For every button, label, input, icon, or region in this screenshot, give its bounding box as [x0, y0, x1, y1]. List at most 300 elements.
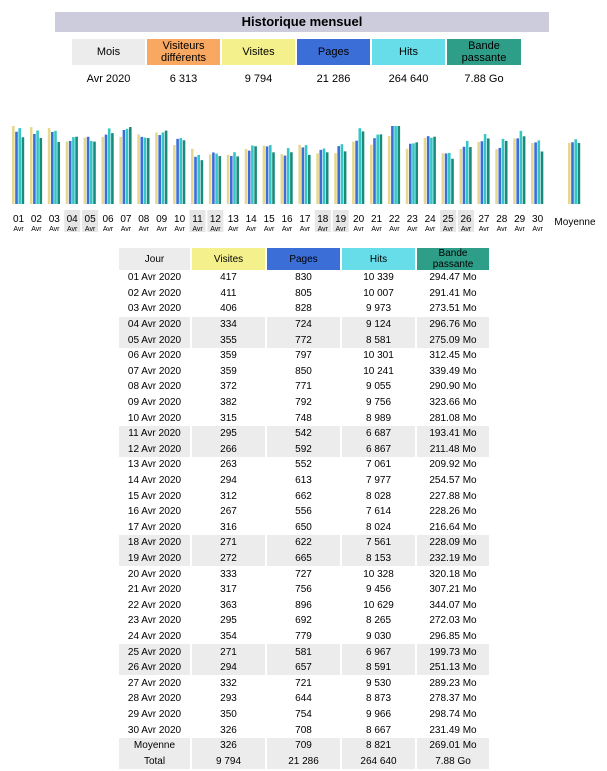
cell-hits: 6 687	[342, 426, 415, 442]
x-tick-sublabel: Avr	[317, 226, 328, 233]
x-tick-label: 29	[514, 214, 526, 225]
cell-visites: 263	[220, 459, 237, 471]
cell-pages: 850	[295, 365, 312, 377]
cell-bande: 294.47 Mo	[429, 272, 477, 284]
cell-bande: 227.88 Mo	[429, 490, 477, 502]
table-row	[119, 707, 489, 723]
cell-hits: 10 301	[363, 350, 394, 362]
bar-day-07-pages	[123, 130, 126, 204]
table-row-average	[119, 738, 489, 754]
cell-pages: 581	[267, 644, 340, 660]
x-tick-sublabel: Avr	[120, 226, 132, 233]
bar-day-28-bande-passante	[505, 141, 508, 204]
x-tick-sublabel: Avr	[460, 226, 472, 233]
cell-date: 06 Avr 2020	[127, 350, 182, 362]
bar-day-17-visites	[298, 145, 301, 204]
cell-visites: 334	[192, 317, 265, 333]
cell-visites: 355	[192, 332, 265, 348]
table-row	[119, 410, 489, 426]
cell-pages: 21 286	[267, 753, 340, 769]
bar-day-22-bande-passante	[398, 126, 401, 204]
x-tick-label: 28	[496, 214, 508, 225]
bar-day-21-bande-passante	[380, 134, 383, 204]
x-tick-label: 05	[84, 214, 96, 225]
cell-hits: 8 028	[365, 490, 392, 502]
cell-bande: 228.09 Mo	[417, 535, 489, 551]
bar-day-28-pages	[499, 148, 502, 204]
cell-pages: 727	[295, 568, 312, 580]
cell-bande: 269.01 Mo	[417, 738, 489, 754]
cell-date: 04 Avr 2020	[119, 317, 190, 333]
cell-hits: 8 821	[342, 738, 415, 754]
cell-date: 11 Avr 2020	[119, 426, 190, 442]
x-tick-sublabel: Avr	[281, 226, 293, 233]
x-tick-label: 03	[48, 214, 60, 225]
cell-date: 08 Avr 2020	[127, 381, 182, 393]
bar-day-30-hits	[538, 140, 541, 204]
cell-pages: 542	[267, 426, 340, 442]
table-row	[119, 504, 489, 520]
x-tick-label: 24	[424, 214, 436, 225]
table-row	[119, 597, 489, 613]
x-tick-label: 17	[299, 214, 311, 225]
cell-bande: 281.08 Mo	[429, 412, 477, 424]
bar-day-22-visites	[388, 136, 391, 204]
section-title: Historique mensuel	[55, 12, 549, 32]
cell-date: Total	[119, 753, 190, 769]
cell-pages: 792	[295, 397, 312, 409]
cell-pages: 771	[295, 381, 312, 393]
bar-day-16-visites	[281, 154, 284, 204]
cell-date: 10 Avr 2020	[127, 412, 182, 424]
cell-pages: 692	[295, 615, 312, 627]
bar-day-20-pages	[355, 141, 358, 204]
bar-day-17-pages	[302, 147, 305, 204]
cell-bande: 323.66 Mo	[429, 397, 477, 409]
x-tick-label: 18	[317, 214, 329, 225]
table-row-total	[119, 753, 489, 769]
bar-day-07-bande-passante	[129, 127, 132, 204]
cell-hits: 10 339	[363, 272, 394, 284]
bar-day-14-pages	[248, 151, 251, 204]
table-row	[119, 691, 489, 707]
x-tick-label: 23	[406, 214, 418, 225]
cell-visites: 406	[220, 303, 237, 315]
cell-hits: 9 756	[365, 397, 392, 409]
bar-day-20-visites	[352, 142, 355, 204]
cell-bande: 209.92 Mo	[429, 459, 477, 471]
summary-value-pages: 21 286	[316, 73, 351, 85]
cell-visites: 382	[220, 397, 237, 409]
table-row	[119, 317, 489, 333]
table-row	[119, 379, 489, 395]
bar-day-18-bande-passante	[326, 152, 329, 204]
x-tick-sublabel: Avr	[84, 226, 96, 233]
bar-day-13-hits	[233, 152, 236, 204]
bar-day-14-bande-passante	[254, 146, 257, 204]
bar-day-25-bande-passante	[451, 159, 454, 204]
x-tick-sublabel: Avr	[192, 226, 203, 233]
bar-day-04-bande-passante	[75, 137, 78, 204]
x-tick-label: 06	[102, 214, 114, 225]
x-tick-label: 04	[66, 214, 78, 225]
col-header-jour: Jour	[119, 248, 190, 270]
cell-bande: 290.90 Mo	[429, 381, 477, 393]
bar-day-29-hits	[520, 131, 523, 204]
cell-visites: 359	[220, 365, 237, 377]
cell-hits: 7 977	[365, 475, 392, 487]
bar-day-12-pages	[212, 152, 215, 204]
x-tick-label: 13	[227, 214, 239, 225]
bar-day-16-bande-passante	[290, 152, 293, 204]
bar-day-18-pages	[320, 150, 323, 204]
cell-date: 13 Avr 2020	[127, 459, 182, 471]
x-tick-label: 26	[460, 214, 472, 225]
bar-day-11-pages	[194, 157, 197, 204]
bar-day-01-pages	[15, 132, 18, 204]
bar-day-29-bande-passante	[523, 136, 526, 204]
table-row	[119, 566, 489, 582]
bar-day-15-visites	[263, 146, 266, 204]
x-tick-sublabel: Avr	[102, 226, 114, 233]
cell-visites: 271	[192, 644, 265, 660]
bar-day-29-visites	[513, 139, 516, 204]
bar-day-04-visites	[66, 142, 69, 204]
cell-pages: 613	[295, 475, 312, 487]
cell-visites: 266	[192, 442, 265, 458]
bar-day-24-pages	[427, 136, 430, 204]
cell-visites: 315	[220, 412, 237, 424]
cell-hits: 9 966	[365, 708, 392, 720]
bar-day-23-visites	[406, 149, 409, 204]
bar-day-18-hits	[323, 149, 326, 204]
bar-day-06-pages	[105, 135, 108, 204]
x-tick-sublabel: Avr	[514, 226, 525, 233]
table-row	[119, 426, 489, 442]
cell-visites: 295	[192, 426, 265, 442]
bar-day-09-pages	[158, 135, 161, 204]
x-tick-sublabel: Avr	[478, 226, 490, 233]
cell-visites: 411	[220, 287, 237, 299]
bar-day-04-pages	[69, 141, 72, 204]
col-header-pages: Pages	[267, 248, 340, 270]
x-tick-sublabel: Avr	[210, 226, 221, 233]
cell-visites: 333	[220, 568, 237, 580]
bar-day-30-bande-passante	[541, 152, 544, 204]
cell-date: 22 Avr 2020	[127, 599, 182, 611]
bar-day-25-hits	[448, 153, 451, 204]
bar-day-09-hits	[162, 132, 165, 204]
table-row	[119, 442, 489, 458]
summary-value-visites: 9 794	[244, 73, 273, 85]
bar-day-19-hits	[341, 144, 344, 204]
table-row	[119, 660, 489, 676]
x-tick-label: 07	[120, 214, 132, 225]
bar-day-12-bande-passante	[219, 156, 222, 204]
cell-hits: 7 614	[365, 506, 392, 518]
table-row	[119, 722, 489, 738]
bar-day-21-visites	[370, 145, 373, 204]
bar-day-21-pages	[373, 138, 376, 204]
cell-hits: 8 989	[365, 412, 392, 424]
x-tick-label: 11	[192, 214, 203, 225]
bar-day-13-visites	[227, 155, 230, 204]
bar-day-16-hits	[287, 148, 290, 204]
bar-day-26-bande-passante	[469, 147, 472, 204]
cell-hits: 8 667	[365, 724, 392, 736]
x-tick-sublabel: Avr	[174, 226, 185, 233]
bar-day-29-pages	[516, 138, 519, 204]
cell-pages: 552	[295, 459, 312, 471]
cell-bande: 344.07 Mo	[429, 599, 477, 611]
bar-day-28-hits	[502, 139, 505, 204]
cell-hits: 6 867	[342, 442, 415, 458]
summary-value-hits: 264 640	[388, 73, 429, 85]
bar-day-23-pages	[409, 144, 412, 204]
x-tick-label: 09	[156, 214, 168, 225]
bar-day-13-bande-passante	[236, 156, 239, 204]
table-row	[119, 520, 489, 536]
summary-header-pages: Pages	[297, 39, 370, 65]
cell-date: 01 Avr 2020	[127, 272, 182, 284]
cell-hits: 8 153	[342, 551, 415, 567]
x-tick-sublabel: Avr	[31, 226, 42, 233]
bar-day-08-visites	[137, 134, 140, 204]
daily-stats-table	[117, 248, 491, 769]
bar-day-24-bande-passante	[433, 137, 436, 204]
summary-header-hits: Hits	[372, 39, 445, 65]
bar-day-30-pages	[534, 142, 537, 204]
cell-date: 25 Avr 2020	[119, 644, 190, 660]
bar-day-09-bande-passante	[165, 131, 168, 204]
x-tick-sublabel: Avr	[138, 226, 149, 233]
bar-day-06-hits	[108, 128, 111, 204]
cell-bande: 211.48 Mo	[417, 442, 489, 458]
bar-day-23-bande-passante	[415, 142, 418, 204]
cell-hits: 8 591	[342, 660, 415, 676]
bar-day-12-visites	[209, 154, 212, 204]
bar-day-26-hits	[466, 141, 469, 204]
x-tick-sublabel: Avr	[263, 226, 275, 233]
cell-visites: 272	[192, 551, 265, 567]
bar-day-27-pages	[481, 141, 484, 204]
bar-day-26-pages	[463, 147, 466, 204]
table-row	[119, 301, 489, 317]
bar-day-08-bande-passante	[147, 138, 150, 204]
bar-day-18-visites	[316, 153, 319, 204]
cell-visites: 294	[192, 660, 265, 676]
bar-day-25-pages	[445, 153, 448, 204]
bar-day-25-visites	[442, 153, 445, 204]
cell-hits: 8 581	[342, 332, 415, 348]
cell-pages: 662	[295, 490, 312, 502]
bar-day-01-visites	[12, 126, 15, 204]
bar-day-30-visites	[531, 143, 534, 204]
x-tick-sublabel: Avr	[335, 226, 346, 233]
table-row	[119, 395, 489, 411]
cell-visites: 354	[220, 630, 237, 642]
table-row	[119, 286, 489, 302]
summary-value-bande: 7.88 Go	[464, 73, 504, 85]
cell-date: 29 Avr 2020	[127, 708, 182, 720]
bar-day-02-bande-passante	[40, 138, 43, 204]
bar-day-24-hits	[430, 138, 433, 204]
cell-bande: 231.49 Mo	[429, 724, 477, 736]
cell-date: 28 Avr 2020	[127, 693, 182, 705]
table-row	[119, 535, 489, 551]
x-tick-label: 14	[245, 214, 257, 225]
cell-pages: 828	[295, 303, 312, 315]
cell-visites: 295	[220, 615, 237, 627]
cell-bande: 228.26 Mo	[429, 506, 477, 518]
x-tick-sublabel: Avr	[425, 226, 436, 233]
cell-hits: 7 561	[342, 535, 415, 551]
cell-date: 27 Avr 2020	[127, 677, 182, 689]
cell-visites: 359	[220, 350, 237, 362]
cell-pages: 592	[267, 442, 340, 458]
x-tick-sublabel: Avr	[532, 226, 543, 233]
cell-visites: 312	[220, 490, 237, 502]
table-row	[119, 644, 489, 660]
bar-average-bande-passante	[578, 143, 581, 204]
bar-day-19-visites	[334, 153, 337, 204]
cell-visites: 294	[220, 475, 237, 487]
cell-pages: 830	[295, 272, 312, 284]
x-tick-sublabel: Avr	[49, 226, 60, 233]
summary-header-mois: Mois	[72, 39, 145, 65]
cell-hits: 9 530	[365, 677, 392, 689]
cell-hits: 8 265	[365, 615, 392, 627]
bar-day-05-pages	[87, 137, 90, 204]
cell-bande: 7.88 Go	[417, 753, 489, 769]
bar-day-26-visites	[460, 149, 463, 204]
bar-day-03-pages	[51, 132, 54, 204]
table-row	[119, 348, 489, 364]
bar-day-15-hits	[269, 145, 272, 204]
bar-average-visites	[568, 143, 571, 204]
bar-day-11-hits	[197, 155, 200, 204]
cell-bande: 289.23 Mo	[429, 677, 477, 689]
x-tick-label: 19	[335, 214, 347, 225]
table-row	[119, 613, 489, 629]
cell-pages: 665	[267, 551, 340, 567]
cell-pages: 754	[295, 708, 312, 720]
cell-pages: 708	[295, 724, 312, 736]
bar-day-01-hits	[18, 128, 21, 204]
cell-bande: 275.09 Mo	[417, 332, 489, 348]
col-header-hits: Hits	[342, 248, 415, 270]
x-tick-label: 15	[263, 214, 275, 225]
bar-day-27-hits	[484, 134, 487, 204]
bar-average-hits	[574, 139, 577, 204]
summary-value-visiteurs: 6 313	[169, 73, 198, 85]
cell-pages: 724	[267, 317, 340, 333]
cell-bande: 291.41 Mo	[429, 287, 477, 299]
bar-day-06-visites	[102, 137, 105, 204]
bar-day-07-visites	[119, 137, 122, 204]
bar-day-19-pages	[337, 146, 340, 204]
x-tick-label: 16	[281, 214, 293, 225]
cell-hits: 9 124	[342, 317, 415, 333]
x-tick-sublabel: Avr	[246, 226, 257, 233]
cell-hits: 7 061	[365, 459, 392, 471]
cell-date: 17 Avr 2020	[127, 521, 182, 533]
bar-day-17-bande-passante	[308, 155, 311, 204]
x-tick-sublabel: Avr	[228, 226, 239, 233]
summary-header-visiteurs: Visiteurs différents	[147, 39, 220, 65]
cell-date: 16 Avr 2020	[127, 506, 182, 518]
cell-pages: 772	[267, 332, 340, 348]
table-row	[119, 582, 489, 598]
cell-pages: 797	[295, 350, 312, 362]
cell-pages: 721	[295, 677, 312, 689]
cell-pages: 779	[295, 630, 312, 642]
summary-header-bande: Bande passante	[447, 39, 521, 65]
bar-day-12-hits	[215, 154, 218, 204]
cell-visites: 326	[192, 738, 265, 754]
cell-bande: 339.49 Mo	[429, 365, 477, 377]
cell-bande: 273.51 Mo	[429, 303, 477, 315]
cell-bande: 199.73 Mo	[417, 644, 489, 660]
cell-hits: 9 973	[365, 303, 392, 315]
cell-date: 07 Avr 2020	[127, 365, 182, 377]
x-tick-sublabel: Avr	[67, 226, 78, 233]
cell-visites: 326	[220, 724, 237, 736]
bar-day-28-visites	[495, 149, 498, 204]
x-tick-sublabel: Avr	[353, 226, 364, 233]
cell-visites: 317	[220, 584, 237, 596]
bar-day-20-hits	[359, 128, 362, 204]
cell-bande: 216.64 Mo	[429, 521, 477, 533]
bar-day-06-bande-passante	[111, 133, 114, 204]
x-tick-label: 02	[30, 214, 42, 225]
table-row	[119, 488, 489, 504]
bar-day-14-visites	[245, 149, 248, 204]
bar-day-10-bande-passante	[183, 140, 186, 204]
bar-day-10-visites	[173, 145, 176, 204]
cell-date: 09 Avr 2020	[127, 397, 182, 409]
cell-visites: 363	[220, 599, 237, 611]
cell-bande: 320.18 Mo	[429, 568, 477, 580]
bar-day-05-bande-passante	[93, 142, 96, 204]
cell-visites: 293	[220, 693, 237, 705]
x-tick-label: 20	[353, 214, 365, 225]
cell-date: 15 Avr 2020	[127, 490, 182, 502]
cell-visites: 350	[220, 708, 237, 720]
bar-day-03-visites	[48, 128, 51, 204]
cell-pages: 556	[295, 506, 312, 518]
table-row	[119, 473, 489, 489]
bar-day-11-visites	[191, 149, 194, 204]
cell-date: 03 Avr 2020	[127, 303, 182, 315]
cell-hits: 264 640	[342, 753, 415, 769]
bar-day-09-visites	[155, 133, 158, 204]
x-tick-sublabel: Avr	[13, 226, 24, 233]
cell-bande: 272.03 Mo	[429, 615, 477, 627]
bar-day-19-bande-passante	[344, 151, 347, 204]
cell-date: 12 Avr 2020	[119, 442, 190, 458]
x-tick-label: 27	[478, 214, 490, 225]
cell-hits: 9 456	[365, 584, 392, 596]
x-tick-sublabel: Avr	[371, 226, 382, 233]
cell-pages: 805	[295, 287, 312, 299]
bar-day-10-pages	[176, 139, 179, 204]
cell-date: 02 Avr 2020	[127, 287, 182, 299]
bar-day-05-visites	[84, 138, 87, 204]
cell-visites: 267	[220, 506, 237, 518]
average-label: Moyenne	[554, 217, 596, 228]
summary-value-mois: Avr 2020	[86, 73, 131, 85]
